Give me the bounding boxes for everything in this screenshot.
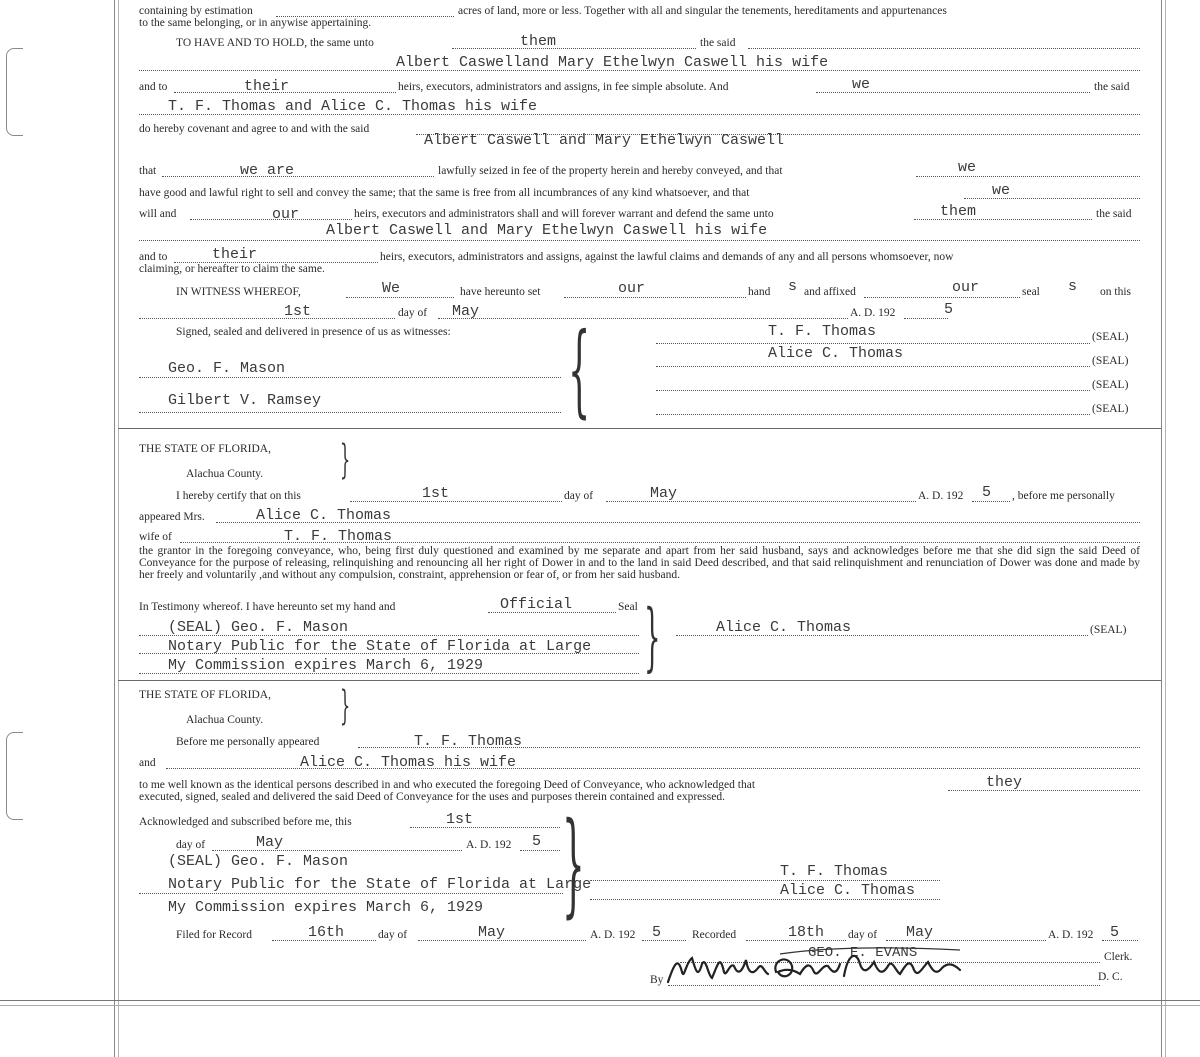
ack-notary-title: Notary Public for the State of Florida at Large xyxy=(168,876,592,893)
signed-sealed-label: Signed, sealed and delivered in presence of us as witnesses: xyxy=(176,326,451,338)
our-2-text: our xyxy=(618,280,646,297)
our-blank xyxy=(190,219,352,220)
heirs-text: heirs, executors, administrators and assigns, in fee simple absolute. And xyxy=(398,81,729,93)
filed-day: 16th xyxy=(308,924,345,941)
ack-month: May xyxy=(256,834,284,851)
dower-notary-seal: (SEAL) Geo. F. Mason xyxy=(168,619,349,636)
ack-before-me: Before me personally appeared xyxy=(176,736,320,748)
ack-person2: Alice C. Thomas his wife xyxy=(300,754,517,771)
dower-state: THE STATE OF FLORIDA, xyxy=(139,443,271,455)
grantors-line: T. F. Thomas and Alice C. Thomas his wife xyxy=(168,98,538,115)
them-text: them xyxy=(940,203,977,220)
and-to-label-2: and to xyxy=(139,251,168,263)
We-blank xyxy=(346,297,454,298)
ack-signer2-blank xyxy=(590,899,940,900)
grantees-line: Albert Caswelland Mary Ethelwyn Caswell his wife xyxy=(396,54,829,71)
habendum-grantee: them xyxy=(520,33,557,50)
our-3-text: our xyxy=(952,279,980,296)
seal-1: (SEAL) xyxy=(1092,331,1129,343)
our-text: our xyxy=(272,206,300,223)
we-3-blank xyxy=(964,198,1140,199)
bottom-border-line-2 xyxy=(0,1005,1200,1006)
dower-ad: A. D. 192 xyxy=(918,490,964,502)
hand-s: s xyxy=(788,278,798,295)
grantees-blank-2 xyxy=(139,240,1140,241)
dower-state-brace: } xyxy=(340,437,351,483)
ack-person1: T. F. Thomas xyxy=(414,733,523,750)
dc-label: D. C. xyxy=(1098,971,1123,983)
seal-4: (SEAL) xyxy=(1092,403,1129,415)
binder-hole-bottom xyxy=(6,732,23,820)
by-label: By xyxy=(650,974,664,986)
seal-word: Seal xyxy=(618,601,638,613)
witness-year: 5 xyxy=(944,301,954,318)
their-2-text: their xyxy=(212,246,258,263)
ack-notary-brace: } xyxy=(562,799,585,929)
ack-signer1: T. F. Thomas xyxy=(780,863,889,880)
our-2-blank xyxy=(564,297,746,298)
covenant-text: do hereby covenant and agree to and with the said xyxy=(139,123,370,135)
witness-day: 1st xyxy=(284,303,312,320)
seal-3: (SEAL) xyxy=(1092,379,1129,391)
dower-county: Alachua County. xyxy=(186,468,264,480)
habendum-blank xyxy=(452,48,696,49)
dower-signer: Alice C. Thomas xyxy=(716,619,852,636)
section-divider-2 xyxy=(118,680,1161,681)
witness-brace: { xyxy=(568,311,591,428)
left-margin-line-2 xyxy=(118,0,119,1057)
rec-day-of: day of xyxy=(848,929,878,941)
claims-line-2: claiming, or hereafter to claim the same. xyxy=(139,263,325,275)
ack-year-blank xyxy=(520,850,560,851)
witness2: Gilbert V. Ramsey xyxy=(168,392,322,409)
husband-name: T. F. Thomas xyxy=(284,528,393,545)
ack-notary-title-blank xyxy=(139,893,563,894)
filed-month: May xyxy=(478,924,506,941)
ack-signer1-blank xyxy=(590,880,940,881)
seal-s: s xyxy=(1068,278,1078,295)
filed-ad: A. D. 192 xyxy=(590,929,636,941)
ack-known-text: to me well known as the identical persons described in and who executed the foregoing Deed of Conveyance, who acknowledged that xyxy=(139,779,756,791)
rec-ad: A. D. 192 xyxy=(1048,929,1094,941)
right-text: have good and lawful right to sell and convey the same; that the same is free from all incumbrances of any kind whatsoever, and that xyxy=(139,187,750,199)
estimation-label: containing by estimation xyxy=(139,5,253,17)
ack-ad: A. D. 192 xyxy=(466,839,512,851)
filed-year-blank xyxy=(642,940,686,941)
claims-text: heirs, executors, administrators and assigns, against the lawful claims and demands of any and all persons whomsoever, now xyxy=(380,251,954,263)
ack-day-blank xyxy=(410,827,560,828)
seal-label: seal xyxy=(1022,286,1040,298)
that-label: that xyxy=(139,165,157,177)
we-2-text: we xyxy=(958,159,977,176)
clerk-blank xyxy=(680,962,1100,963)
binder-hole-top xyxy=(6,48,23,136)
we-are-text: we are xyxy=(240,162,295,179)
witness-month: May xyxy=(452,303,480,320)
ack-state-brace: } xyxy=(340,683,351,729)
signer1: T. F. Thomas xyxy=(768,323,877,340)
we-text: we xyxy=(852,76,871,93)
before-me-personally: , before me personally xyxy=(1012,490,1115,502)
dower-day-blank xyxy=(350,501,562,502)
signer1-blank xyxy=(656,343,1090,344)
rec-month: May xyxy=(906,924,934,941)
bottom-border-line xyxy=(0,1000,1200,1001)
ack-county: Alachua County. xyxy=(186,714,264,726)
their-text: their xyxy=(244,78,290,95)
dower-year-blank xyxy=(972,501,1010,502)
ack-and: and xyxy=(139,757,156,769)
clerk-label: Clerk. xyxy=(1104,951,1133,963)
We-text: We xyxy=(382,280,401,297)
right-margin-line xyxy=(1161,0,1162,1057)
year-blank xyxy=(904,318,948,319)
ack-executed-text: executed, signed, sealed and delivered the said Deed of Conveyance for the uses and purposes therein contained and expressed. xyxy=(139,791,725,803)
ack-commission: My Commission expires March 6, 1929 xyxy=(168,899,484,916)
witness1: Geo. F. Mason xyxy=(168,360,286,377)
ack-state: THE STATE OF FLORIDA, xyxy=(139,689,271,701)
ack-subscribed: Acknowledged and subscribed before me, this xyxy=(139,816,352,828)
day-blank xyxy=(139,318,395,319)
wife-of-label: wife of xyxy=(139,531,172,543)
by-blank xyxy=(668,985,1100,986)
filed-year: 5 xyxy=(652,924,662,941)
signer4-blank xyxy=(656,414,1090,415)
official-text: Official xyxy=(500,596,573,613)
hand-label: hand xyxy=(748,286,771,298)
dower-seal: (SEAL) xyxy=(1090,624,1127,636)
ack-year: 5 xyxy=(532,833,542,850)
dower-day-of: day of xyxy=(564,490,594,502)
acres-text: acres of land, more or less. Together with all and singular the tenements, hereditaments and appurtenances xyxy=(458,5,947,17)
we-2-blank xyxy=(916,176,1140,177)
day-of-label: day of xyxy=(398,307,428,319)
we-are-blank xyxy=(162,176,434,177)
filed-day-of: day of xyxy=(378,929,408,941)
dower-day: 1st xyxy=(422,485,450,502)
covenant-names: Albert Caswell and Mary Ethelwyn Caswell xyxy=(424,132,785,149)
warrant-text: heirs, executors and administrators shall and will forever warrant and defend the same unto xyxy=(354,208,774,220)
ack-month-blank xyxy=(212,850,462,851)
rec-year: 5 xyxy=(1110,924,1120,941)
ack-they: they xyxy=(986,774,1023,791)
rec-year-blank xyxy=(1102,940,1138,941)
signer2-blank xyxy=(656,366,1090,367)
left-margin-line xyxy=(114,0,115,1057)
our-3-blank xyxy=(864,297,1020,298)
will-and-label: will and xyxy=(139,208,177,220)
ack-day: 1st xyxy=(446,811,474,828)
on-this-label: on this xyxy=(1100,286,1131,298)
grantees-line-2: Albert Caswell and Mary Ethelwyn Caswell his wife xyxy=(326,222,768,239)
we-3-text: we xyxy=(992,182,1011,199)
ack-signer2: Alice C. Thomas xyxy=(780,882,916,899)
witness-whereof-label: IN WITNESS WHEREOF, xyxy=(176,286,301,298)
signer3-blank xyxy=(656,390,1090,391)
filed-label: Filed for Record xyxy=(176,929,253,941)
seized-text: lawfully seized in fee of the property herein and hereby conveyed, and that xyxy=(438,165,783,177)
witness1-blank xyxy=(139,377,561,378)
dower-body: the grantor in the foregoing conveyance, who, being first duly questioned and examined by me separate and apart from her said husband, says and acknowledges before me that she did sign the said Deed of Conveyance for the purpose of releasing, relinquishing and renouncing all her right of Dower in and to the land in said Deed described, and that said relinquishment and renunciation of Dower was done and made by her freely and voluntarily ,and without any compulsion, constraint, apprehension or fear of, or from her said husband. xyxy=(139,545,1140,582)
dower-commission: My Commission expires March 6, 1929 xyxy=(168,657,484,674)
wife-name: Alice C. Thomas xyxy=(256,507,392,524)
appeared-mrs-label: appeared Mrs. xyxy=(139,511,205,523)
certify-label: I hereby certify that on this xyxy=(176,490,301,502)
dower-year: 5 xyxy=(982,484,992,501)
witness2-blank xyxy=(139,412,561,413)
hereunto-set-label: have hereunto set xyxy=(460,286,541,298)
rec-day: 18th xyxy=(788,924,825,941)
affixed-label: and affixed xyxy=(804,286,856,298)
appertaining-text: to the same belonging, or in anywise appertaining. xyxy=(139,17,372,29)
seal-2: (SEAL) xyxy=(1092,355,1129,367)
dower-notary-title: Notary Public for the State of Florida at Large xyxy=(168,638,592,655)
section-divider-1 xyxy=(118,428,1161,429)
they-blank xyxy=(948,790,1140,791)
month-blank xyxy=(438,318,848,319)
clerk-name: GEO. E. EVANS xyxy=(808,945,918,961)
right-margin-line-2 xyxy=(1165,0,1166,1057)
ad-label: A. D. 192 xyxy=(850,307,896,319)
and-to-label: and to xyxy=(139,81,168,93)
the-said-blank xyxy=(748,48,1140,49)
the-said-label-3: the said xyxy=(1096,208,1132,220)
the-said-label: the said xyxy=(700,37,736,49)
the-said-label-2: the said xyxy=(1094,81,1130,93)
dower-notary-brace: } xyxy=(644,594,661,680)
signer2: Alice C. Thomas xyxy=(768,345,904,362)
habendum-label: TO HAVE AND TO HOLD, the same unto xyxy=(176,37,374,49)
ack-day-of: day of xyxy=(176,839,206,851)
dower-month: May xyxy=(650,485,678,502)
ack-notary-seal: (SEAL) Geo. F. Mason xyxy=(168,853,349,870)
recorded-label: Recorded xyxy=(692,929,737,941)
testimony-label: In Testimony whereof. I have hereunto set my hand and xyxy=(139,601,396,613)
